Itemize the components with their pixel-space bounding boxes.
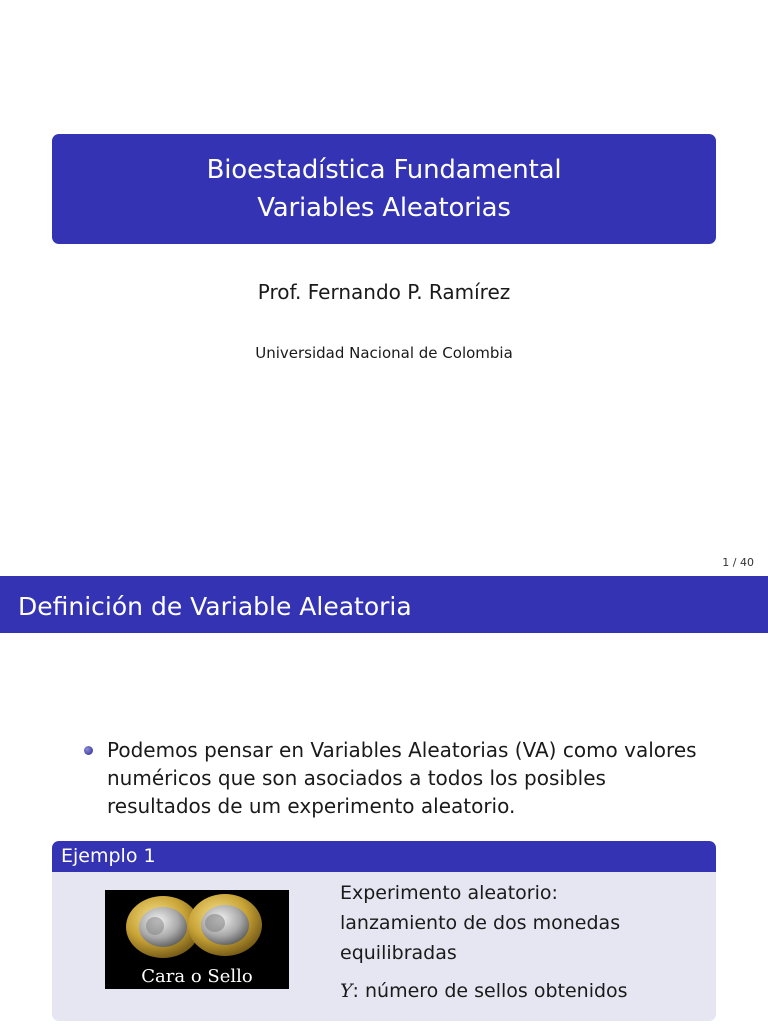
- example-title: Ejemplo 1: [52, 841, 716, 872]
- coins-image: [105, 890, 289, 989]
- image-caption: Cara o Sello: [141, 966, 253, 987]
- example-text-line: equilibradas: [340, 942, 457, 964]
- example-block: [52, 841, 716, 1021]
- title-box: [52, 134, 716, 244]
- page-number: 1 / 40: [722, 556, 754, 569]
- example-text-line: Experimento aleatorio:: [340, 882, 558, 904]
- definition-slide: [0, 576, 768, 1024]
- variable-symbol: Y: [340, 980, 353, 1002]
- presentation-subtitle: Variables Aleatorias: [257, 193, 511, 223]
- author: Prof. Fernando P. Ramírez: [257, 280, 511, 304]
- example-text-line: lanzamiento de dos monedas: [340, 912, 621, 934]
- example-text: [340, 878, 710, 1006]
- variable-description: : número de sellos obtenidos: [352, 980, 628, 1002]
- presentation-title: Bioestadística Fundamental: [206, 155, 562, 185]
- institute: Universidad Nacional de Colombia: [255, 344, 513, 362]
- example-body: [52, 872, 716, 1021]
- bullet-icon: [84, 746, 93, 755]
- bullet-item: [84, 736, 704, 820]
- variable-definition: [340, 976, 710, 1006]
- frame-title: Definición de Variable Aleatoria: [0, 576, 768, 633]
- bullet-text: Podemos pensar en Variables Aleatorias (VA) como valores numéricos que son asociados a todos los posibles resultados de um experimento aleatorio.: [107, 738, 697, 818]
